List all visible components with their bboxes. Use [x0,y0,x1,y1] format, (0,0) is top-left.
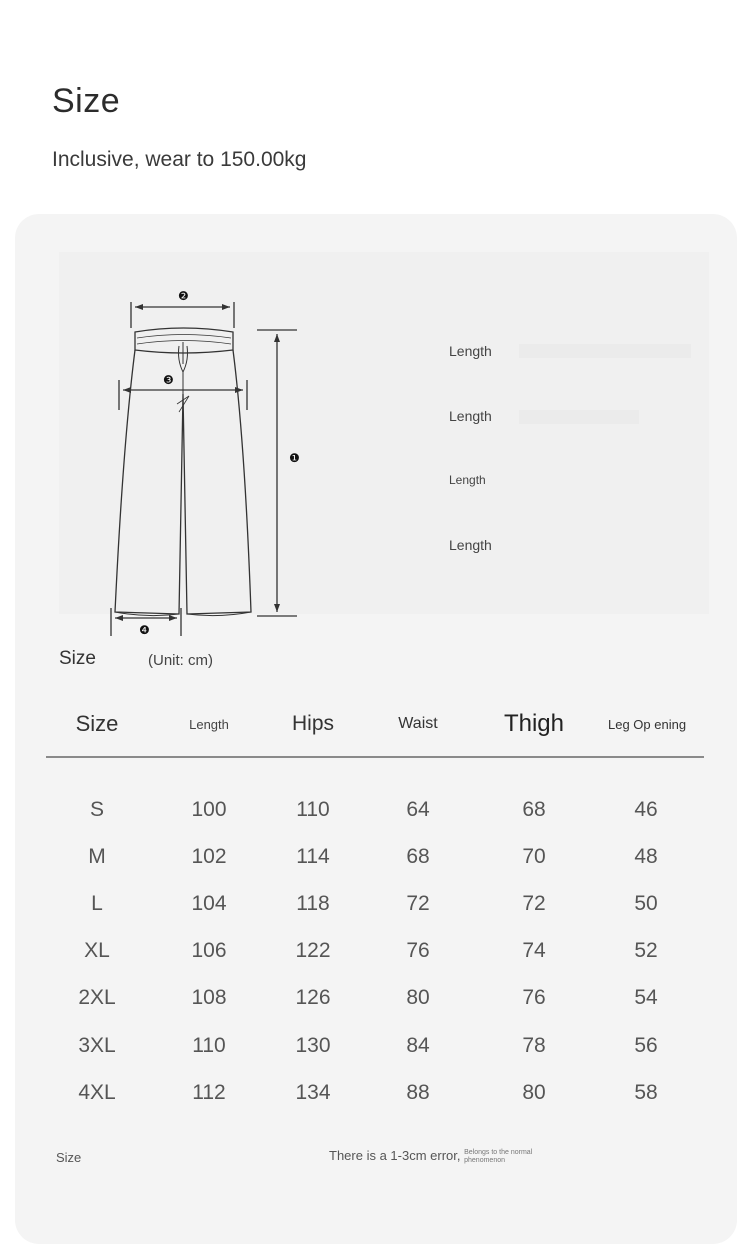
table-row [46,928,704,975]
table-cell: 118 [296,891,330,915]
legend-item: Length [449,473,486,487]
table-row [46,1022,704,1069]
table-cell: 70 [522,844,546,868]
table-cell: L [91,891,103,915]
table-cell: 78 [522,1033,546,1057]
size-table [46,692,704,1116]
page-subtitle: Inclusive, wear to 150.00kg [52,148,307,171]
table-heading [59,648,213,670]
table-cell: 134 [295,1080,331,1104]
table-row [46,1069,704,1116]
marker-hips: ❸ [163,373,174,387]
pants-illustration [99,284,349,644]
table-cell: 48 [634,844,658,868]
table-row [46,880,704,927]
table-cell: 102 [191,844,227,868]
table-cell: 126 [295,986,331,1010]
marker-leg-opening: ❹ [139,623,150,637]
table-cell: 72 [406,891,430,915]
column-header: Thigh [480,692,588,757]
marker-length: ❶ [289,451,300,465]
table-cell: XL [84,939,110,963]
table-cell: 56 [634,1033,658,1057]
footer-note-small: Belongs to the normal phenomenon [464,1148,533,1164]
size-diagram [59,252,709,637]
table-cell: S [89,797,104,821]
page-title: Size [52,82,121,120]
footer-note [329,1148,544,1165]
column-header: Hips [270,692,356,757]
legend-item: Length [449,537,492,553]
legend-item: Length [449,408,492,424]
table-cell: 46 [634,797,658,821]
table-cell: 58 [634,1080,658,1104]
table-cell: 64 [406,797,430,821]
table-cell: M [88,844,106,868]
table-cell: 72 [522,891,546,915]
table-cell: 50 [634,891,658,915]
table-cell: 52 [634,939,658,963]
table-row [46,833,704,880]
table-cell: 4XL [78,1080,116,1104]
table-cell: 54 [634,986,658,1010]
table-cell: 80 [522,1080,546,1104]
table-cell: 106 [191,939,227,963]
table-header-row [46,692,704,757]
table-cell: 68 [522,797,546,821]
column-header: Size [46,692,148,757]
table-cell: 76 [522,986,546,1010]
table-cell: 112 [192,1080,226,1104]
table-cell: 110 [192,1033,226,1057]
column-header: Length [148,692,270,757]
table-cell: 130 [295,1033,331,1057]
table-cell: 100 [191,797,227,821]
footer-note-text: There is a 1-3cm error, [329,1148,461,1163]
size-card [15,214,737,1244]
table-cell: 2XL [78,986,116,1010]
table-cell: 88 [406,1080,430,1104]
table-cell: 76 [406,939,430,963]
unit-label: (Unit: cm) [148,652,213,669]
footer-size-label: Size [56,1150,82,1165]
table-cell: 104 [191,891,227,915]
table-title: Size [59,648,96,669]
table-cell: 114 [296,844,330,868]
marker-waist: ❷ [178,289,189,303]
legend-item: Length [449,343,492,359]
table-cell: 80 [406,986,430,1010]
column-header: Leg Op ening [588,692,704,757]
table-cell: 68 [406,844,430,868]
table-cell: 108 [191,986,227,1010]
table-cell: 110 [296,797,330,821]
column-header: Waist [356,692,480,757]
table-row [46,975,704,1022]
table-row [46,786,704,833]
table-cell: 3XL [78,1033,116,1057]
table-cell: 122 [295,939,331,963]
table-cell: 74 [522,939,546,963]
table-cell: 84 [406,1033,430,1057]
